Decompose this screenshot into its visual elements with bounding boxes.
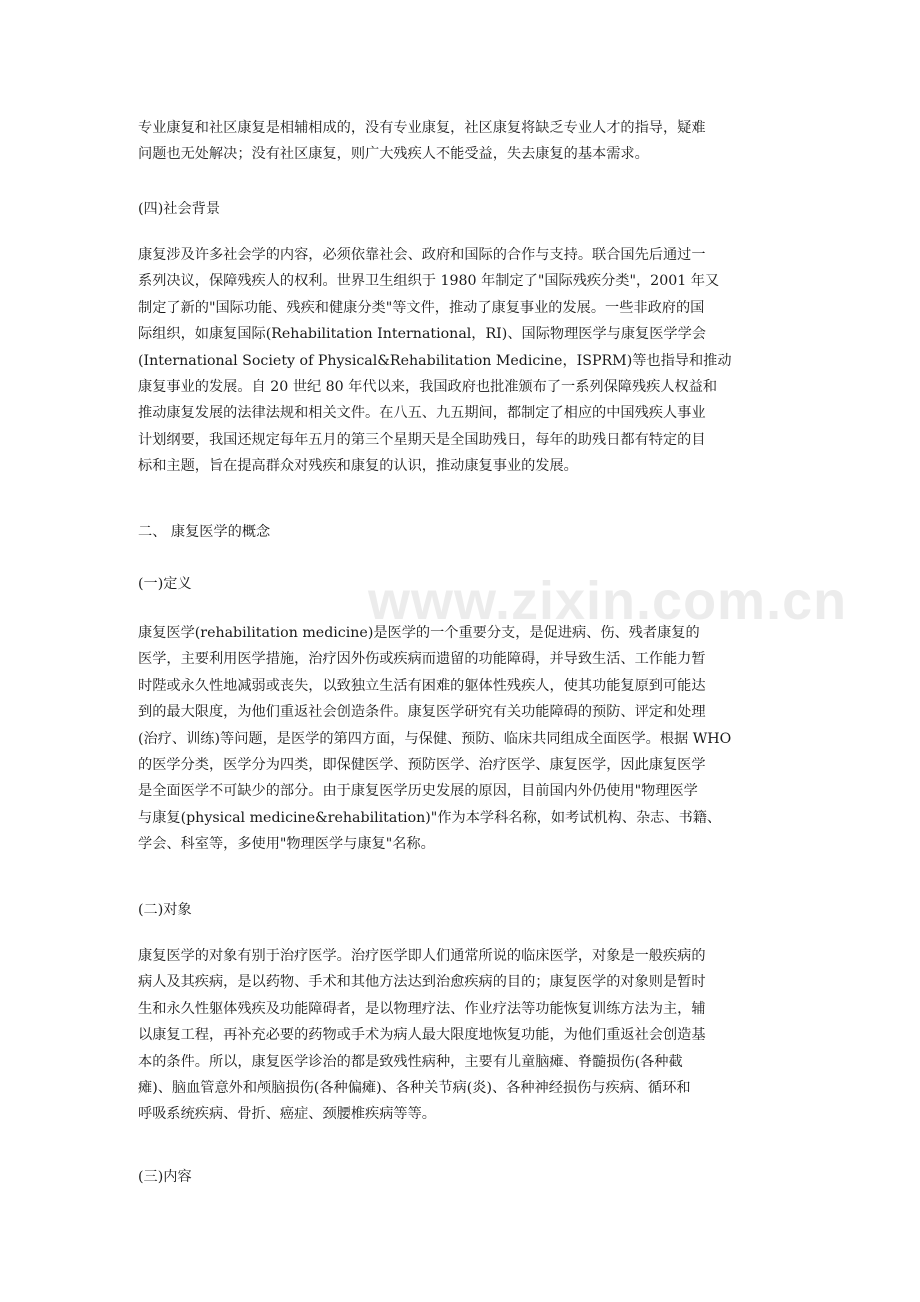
text-line: 标和主题，旨在提高群众对残疾和康复的认识，推动康复事业的发展。 — [138, 458, 578, 475]
watermark: www.zixin.com.cn — [368, 571, 848, 631]
section-heading-content: (三)内容 — [138, 1169, 192, 1185]
text-line: 是全面医学不可缺少的部分。由于康复医学历史发展的原因，目前国内外仍使用"物理医学 — [138, 783, 698, 800]
text-line: 康复医学的对象有别于治疗医学。治疗医学即人们通常所说的临床医学，对象是一般疾病的 — [138, 948, 706, 964]
text-line: 瘫)、脑血管意外和颅脑损伤(各种偏瘫)、各种关节病(炎)、各种神经损伤与疾病、循环和 — [138, 1080, 691, 1097]
paragraph-social-background — [138, 242, 790, 480]
text-line: 系列决议，保障残疾人的权利。世界卫生组织于 1980 年制定了"国际残疾分类"，2001 年又 — [138, 273, 720, 290]
text-line: 时陛或永久性地减弱或丧失，以致独立生活有困难的躯体性残疾人，使其功能复原到可能达 — [138, 677, 706, 694]
section-heading-social-background: (四)社会背景 — [138, 201, 221, 217]
text-line: 制定了新的"国际功能、残疾和健康分类"等文件，推动了康复事业的发展。一些非政府的国 — [138, 299, 705, 316]
text-line: 与康复(physical medicine&rehabilitation)"作为本学科名称，如考试机构、杂志、书籍、 — [138, 809, 722, 826]
text-line: (治疗、训练)等问题，是医学的第四方面，与保健、预防、临床共同组成全面医学。根据 WHO — [138, 730, 732, 747]
text-line: 康复事业的发展。自 20 世纪 80 年代以来，我国政府也批准颁布了一系列保障残疾人权益和 — [138, 379, 718, 396]
text-line: 的医学分类，医学分为四类，即保健医学、预防医学、治疗医学、康复医学，因此康复医学 — [138, 757, 706, 774]
paragraph-professional-community-rehab — [138, 115, 790, 168]
text-line: 问题也无处解决；没有社区康复，则广大残疾人不能受益，失去康复的基本需求。 — [138, 146, 649, 163]
text-line: 际组织，如康复国际(Rehabilitation International，RI)、国际物理医学与康复医学学会 — [138, 326, 706, 343]
text-line: 本的条件。所以，康复医学诊治的都是致残性病种，主要有儿童脑瘫、脊髓损伤(各种截 — [138, 1053, 683, 1070]
paragraph-target — [138, 943, 790, 1128]
section-heading-definition: (一)定义 — [138, 576, 192, 592]
section-heading-target: (二)对象 — [138, 902, 192, 918]
paragraph-definition — [138, 620, 790, 858]
text-line: 医学，主要利用医学措施，治疗因外伤或疾病而遗留的功能障碍，并导致生活、工作能力暂 — [138, 651, 706, 668]
text-line: (International Society of Physical&Rehabilitation Medicine，ISPRM)等也指导和推动 — [138, 352, 732, 369]
text-line: 计划纲要，我国还规定每年五月的第三个星期天是全国助残日，每年的助残日都有特定的目 — [138, 431, 706, 448]
text-line: 康复医学(rehabilitation medicine)是医学的一个重要分支，是促进病、伤、残者康复的 — [138, 625, 700, 641]
text-line: 到的最大限度，为他们重返社会创造条件。康复医学研究有关功能障碍的预防、评定和处理 — [138, 704, 706, 721]
text-line: 推动康复发展的法律法规和相关文件。在八五、九五期间，都制定了相应的中国残疾人事业 — [138, 405, 706, 422]
text-line: 呼吸系统疾病、骨折、癌症、颈腰椎疾病等等。 — [138, 1106, 436, 1123]
text-line: 生和永久性躯体残疾及功能障碍者，是以物理疗法、作业疗法等功能恢复训练方法为主，辅 — [138, 1000, 706, 1017]
text-line: 学会、科室等，多使用"物理医学与康复"名称。 — [138, 836, 435, 853]
text-line: 康复涉及许多社会学的内容，必须依靠社会、政府和国际的合作与支持。联合国先后通过一 — [138, 247, 706, 263]
text-line: 以康复工程，再补充必要的药物或手术为病人最大限度地恢复功能，为他们重返社会创造基 — [138, 1027, 706, 1044]
text-line: 专业康复和社区康复是相辅相成的，没有专业康复，社区康复将缺乏专业人才的指导，疑难 — [138, 120, 706, 136]
text-line: 病人及其疾病，是以药物、手术和其他方法达到治愈疾病的目的；康复医学的对象则是暂时 — [138, 974, 706, 991]
section-heading-rehab-concept: 二、 康复医学的概念 — [138, 524, 271, 540]
